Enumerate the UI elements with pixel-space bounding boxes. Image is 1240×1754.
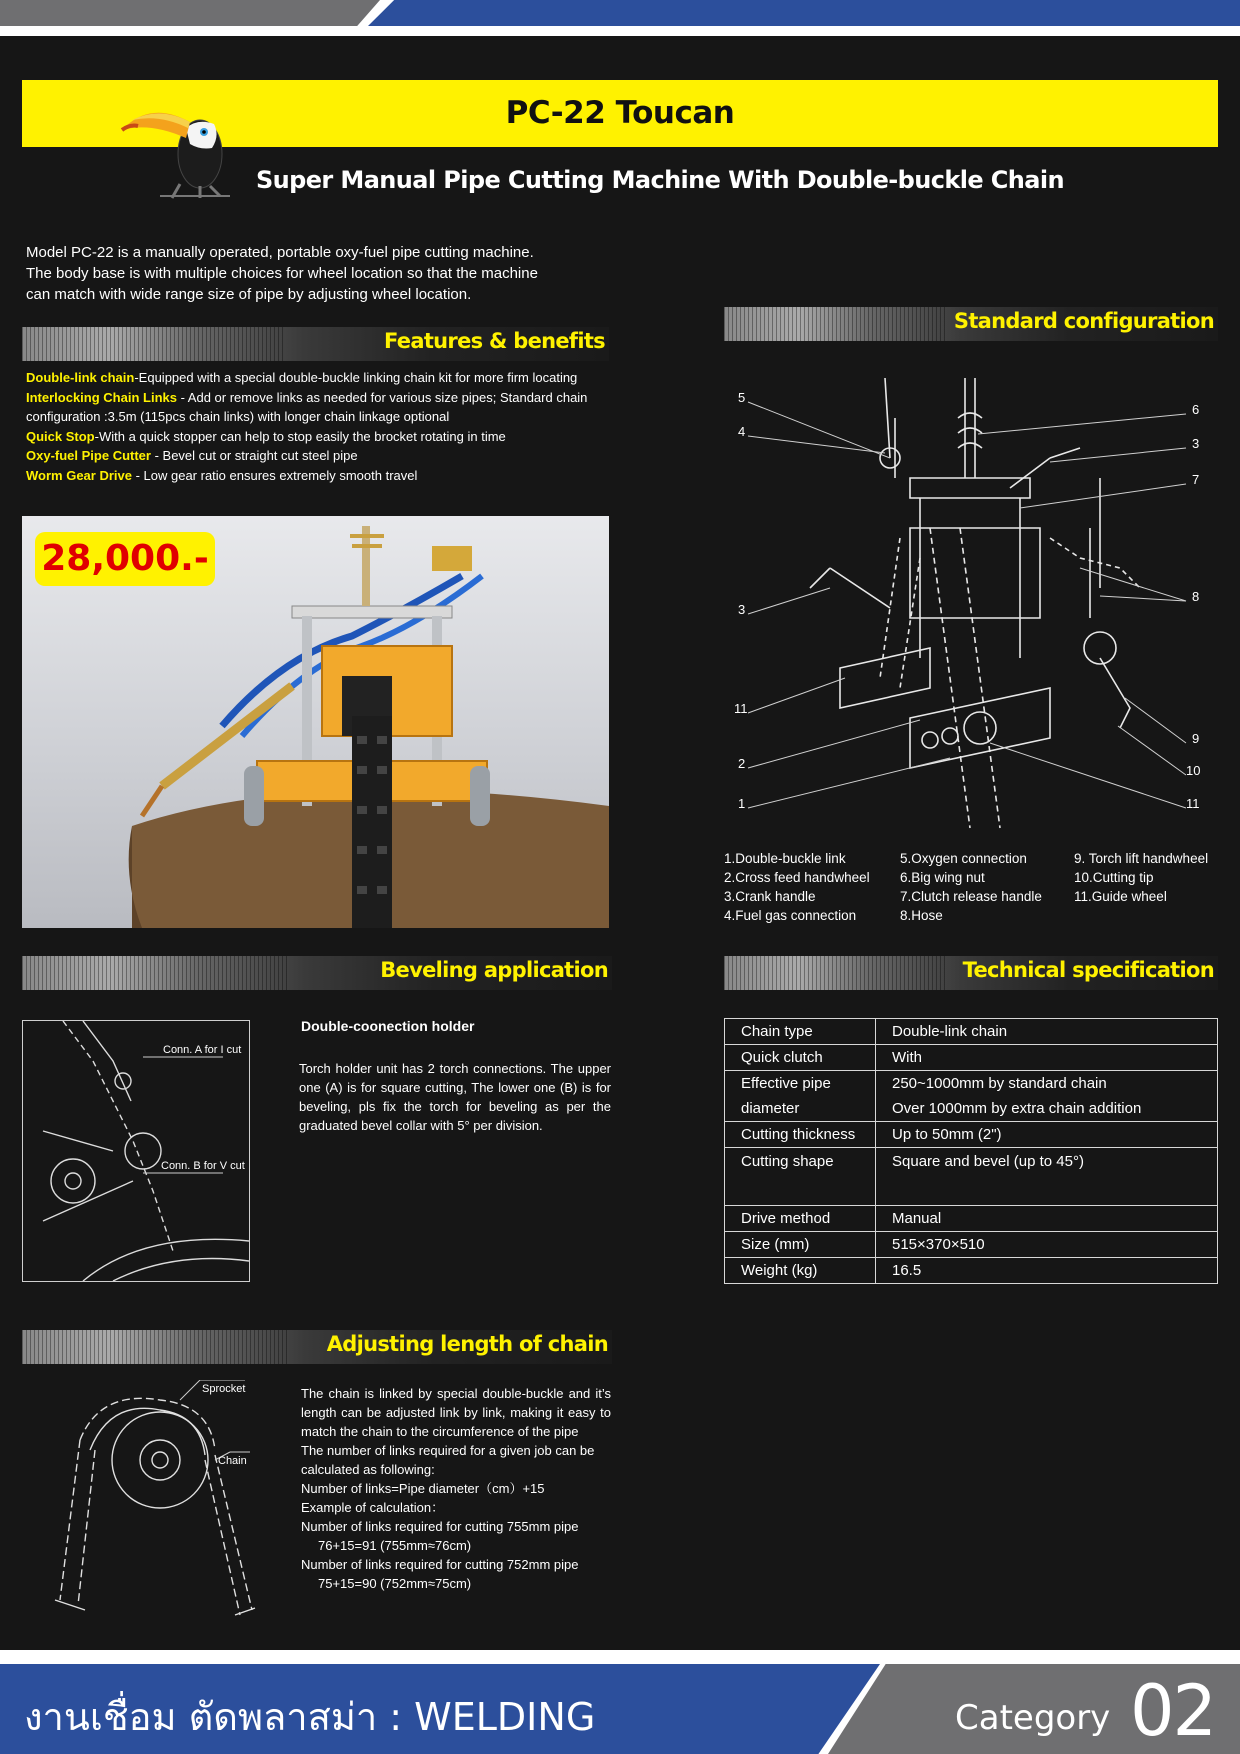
- feature-item: Double-link chain-Equipped with a special double-buckle linking chain kit for more firm locating: [26, 370, 578, 385]
- tech-spec-heading: Technical specification: [962, 958, 1214, 982]
- callout-label: 4: [738, 424, 746, 439]
- features-heading: Features & benefits: [384, 329, 605, 353]
- callout-label: 10: [1186, 763, 1201, 778]
- table-row: Cutting shape Square and bevel (up to 45°): [725, 1148, 1218, 1206]
- callout-label: 9: [1192, 731, 1200, 746]
- callout-label: 11: [734, 701, 748, 716]
- sprocket-label: Sprocket: [202, 1383, 246, 1395]
- tech-spec-section-header: [724, 956, 1218, 990]
- standard-config-section-header: [724, 307, 1218, 341]
- table-row: Chain type Double-link chain: [725, 1019, 1218, 1045]
- standard-config-heading: Standard configuration: [953, 309, 1214, 333]
- holder-title: Double-coonection holder: [301, 1018, 475, 1034]
- chain-heading: Adjusting length of chain: [326, 1332, 608, 1356]
- chain-sprocket-icon: [40, 1380, 260, 1620]
- chain-description: The chain is linked by special double-buckle and it’s length can be adjusted link by link, making it easy to match the chain to the circumference of the pipe The number of links required for a given job can be calculated as following: Number of links=Pipe diameter（cm）+15 Example of calculation： Number of links required for cutting 755mm pipe 76+15=91 (755mm≈76cm) Number of links required for cutting 752mm pipe 75+15=90 (752mm≈75cm): [301, 1386, 611, 1591]
- top-bar-blue: [368, 0, 1240, 26]
- parts-legend-col3: 9. Torch lift handwheel 10.Cutting tip 11.Guide wheel: [1074, 851, 1209, 904]
- feature-item: Interlocking Chain Links - Add or remove links as needed for various size pipes; Standard chain configuration :3.5m (115pcs chain links) with longer chain linkage optional: [26, 389, 588, 424]
- table-row: Quick clutch With: [725, 1045, 1218, 1071]
- top-bar-grey: [0, 0, 380, 26]
- page-title: PC-22 Toucan: [505, 95, 735, 131]
- beveling-description: Torch holder unit has 2 torch connections. The upper one (A) is for square cutting, The lower one (B) is for beveling, pls fix the torch for beveling as per the graduated bevel collar with 5° per division.: [299, 1061, 611, 1133]
- parts-legend-col1: 1.Double-buckle link 2.Cross feed handwheel 3.Crank handle 4.Fuel gas connection: [724, 851, 870, 923]
- beveling-heading: Beveling application: [380, 958, 608, 982]
- beveling-section-header: [22, 956, 612, 990]
- callout-label: 3: [738, 602, 746, 617]
- toucan-logo-icon: [120, 92, 240, 202]
- table-row: diameter Over 1000mm by extra chain addition: [725, 1096, 1218, 1122]
- torch-holder-icon: [23, 1021, 249, 1281]
- intro-line: can match with wide range size of pipe by adjusting wheel location.: [26, 286, 472, 303]
- callout-label: 1: [738, 796, 746, 811]
- chain-label: Chain: [218, 1455, 247, 1467]
- page-subtitle: Super Manual Pipe Cutting Machine With Double-buckle Chain: [256, 166, 1064, 194]
- parts-legend-col2: 5.Oxygen connection 6.Big wing nut 7.Clutch release handle 8.Hose: [900, 851, 1042, 923]
- callout-label: 6: [1192, 402, 1200, 417]
- conn-a-label: Conn. A for I cut: [163, 1044, 242, 1056]
- features-list: [26, 368, 626, 485]
- table-row: Drive method Manual: [725, 1206, 1218, 1232]
- footer-category-name: งานเชื่อม ตัดพลาสม่า : WELDING: [24, 1695, 596, 1739]
- callout-label: 2: [738, 756, 746, 771]
- intro-paragraph: [26, 242, 626, 305]
- intro-line: The body base is with multiple choices for wheel location so that the machine: [26, 265, 538, 282]
- callout-label: 7: [1192, 472, 1200, 487]
- footer-category-number: 02: [1130, 1670, 1216, 1752]
- conn-b-label: Conn. B for V cut: [161, 1160, 245, 1172]
- callout-label: 11: [1186, 796, 1200, 811]
- callout-label: 5: [738, 390, 746, 405]
- callout-label: 8: [1192, 589, 1200, 604]
- features-section-header: [22, 327, 609, 361]
- table-row: Cutting thickness Up to 50mm (2"): [725, 1122, 1218, 1148]
- tech-spec-table: [724, 1018, 1218, 1284]
- table-row: Effective pipe 250~1000mm by standard chain: [725, 1071, 1218, 1097]
- feature-item: Worm Gear Drive - Low gear ratio ensures extremely smooth travel: [26, 467, 418, 483]
- beveling-diagram: [22, 1020, 250, 1282]
- price-badge: 28,000.-: [35, 532, 215, 586]
- callout-label: 3: [1192, 436, 1200, 451]
- feature-item: Oxy-fuel Pipe Cutter - Bevel cut or straight cut steel pipe: [26, 448, 358, 463]
- table-row: Size (mm) 515×370×510: [725, 1232, 1218, 1258]
- table-row: Weight (kg) 16.5: [725, 1258, 1218, 1284]
- footer-category-label: Category: [955, 1698, 1111, 1738]
- machine-parts-diagram: [720, 358, 1220, 830]
- feature-item: Quick Stop-With a quick stopper can help to stop easily the brocket rotating in time: [26, 428, 506, 444]
- chain-section-header: [22, 1330, 612, 1364]
- intro-line: Model PC-22 is a manually operated, portable oxy-fuel pipe cutting machine.: [26, 244, 534, 261]
